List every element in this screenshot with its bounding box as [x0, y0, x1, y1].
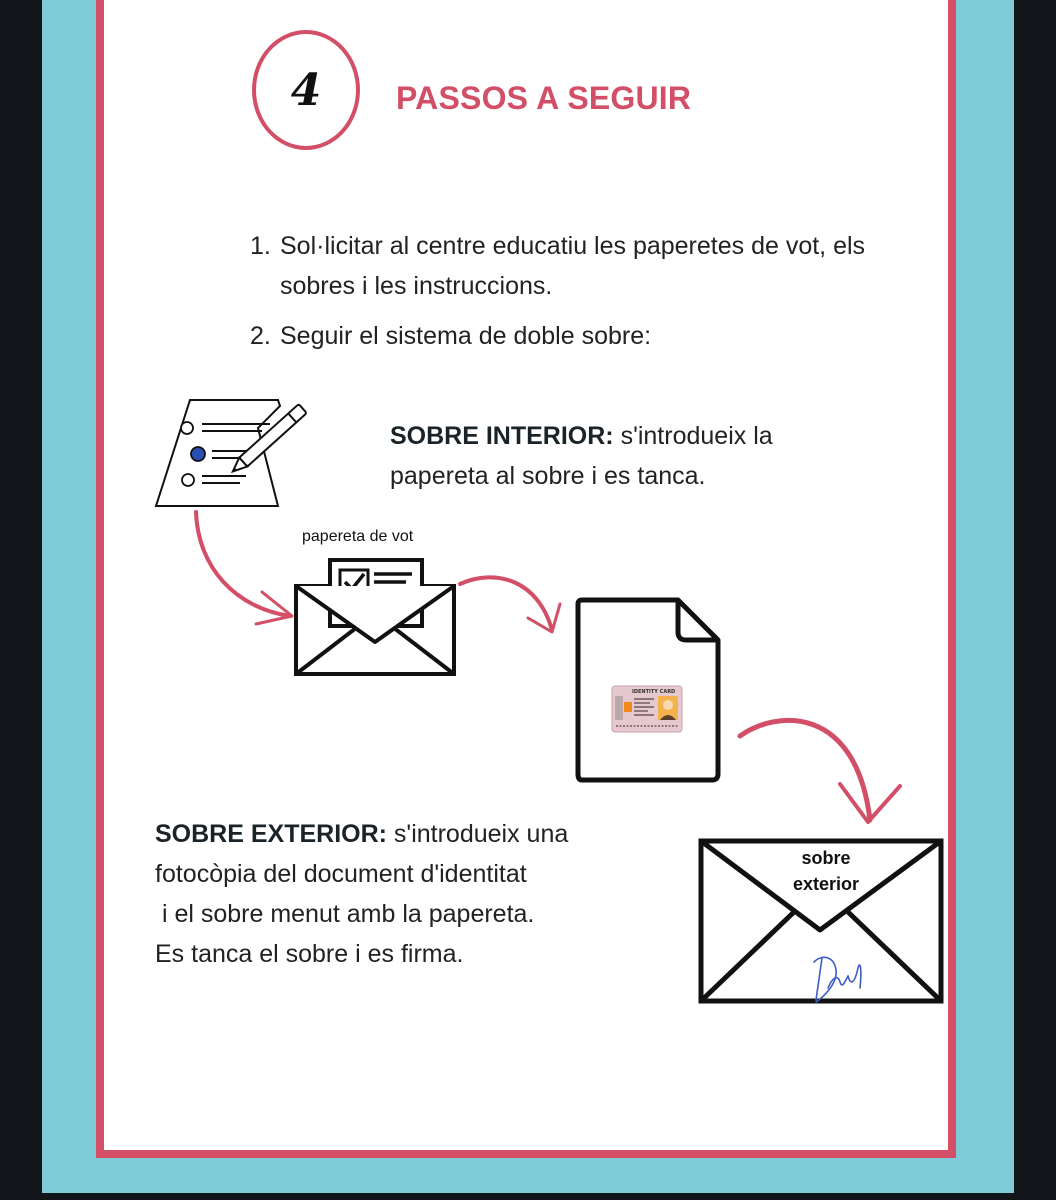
outer-envelope-label-line1: sobre — [801, 848, 851, 868]
list-item — [250, 316, 890, 356]
arrow-icon — [456, 572, 566, 638]
step-number-badge — [252, 30, 360, 150]
arrow-icon — [186, 508, 296, 628]
outer-envelope-text-line1: s'introdueix una — [386, 820, 569, 848]
step-number: 4 — [290, 64, 322, 116]
inner-envelope-icon — [294, 558, 456, 678]
outer-envelope-label — [766, 845, 886, 897]
id-card-label: IDENTITY CARD — [632, 689, 676, 695]
arrow-icon — [736, 704, 906, 830]
inner-envelope-description — [390, 416, 850, 496]
id-document-icon — [574, 596, 724, 786]
list-number: 1. — [250, 232, 271, 260]
ballot-label: papereta de vot — [302, 528, 414, 545]
list-item — [250, 226, 890, 306]
section-title: PASSOS A SEGUIR — [396, 80, 692, 116]
outer-envelope-text-line3: i el sobre menut amb la papereta. — [155, 900, 535, 928]
outer-envelope-text-line4: Es tanca el sobre i es firma. — [155, 940, 464, 968]
outer-envelope-heading: SOBRE EXTERIOR: — [155, 820, 387, 848]
outer-envelope-description — [155, 814, 635, 974]
outer-envelope-text-line2: fotocòpia del document d'identitat — [155, 860, 527, 888]
id-card-icon — [612, 686, 682, 732]
ballot-paper-icon — [150, 398, 320, 510]
inner-envelope-heading: SOBRE INTERIOR: — [390, 422, 614, 450]
inner-envelope-text: s'introdueix la papereta al sobre i es tanca. — [390, 422, 773, 490]
list-text: Seguir el sistema de doble sobre: — [280, 322, 652, 350]
list-text: Sol·licitar al centre educatiu les paperetes de vot, els sobres i les instruccions. — [280, 232, 866, 300]
list-number: 2. — [250, 322, 271, 350]
steps-list — [250, 226, 890, 356]
outer-envelope-label-line2: exterior — [792, 874, 860, 894]
